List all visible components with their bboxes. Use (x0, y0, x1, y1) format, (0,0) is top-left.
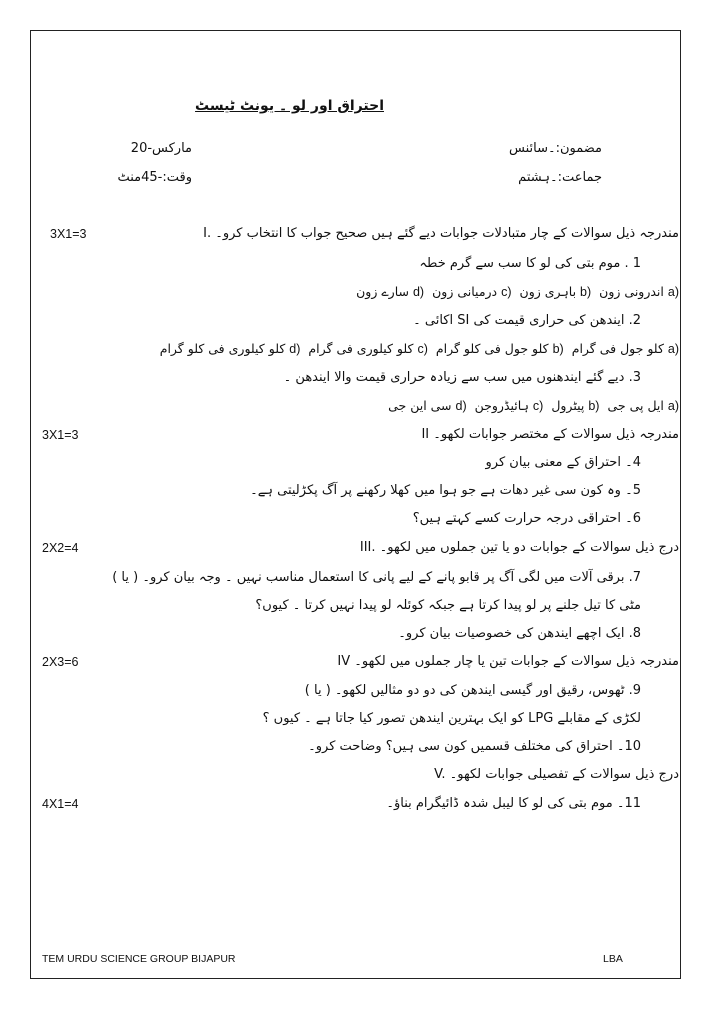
class-label: جماعت:۔ہشتم (518, 170, 602, 185)
question: 5۔ وہ کون سی غیر دھات ہے جو ہوا میں کھلا رکھنے پر آگ پکڑلیتی ہے۔ (250, 483, 641, 498)
section-marks: 3X1=3 (42, 428, 79, 442)
question: 7. برقی آلات میں لگی آگ پر قابو پانے کے لیے پانی کا استعمال مناسب نہیں ۔ وجہ بیان کرو۔ ( یا ) (112, 570, 641, 585)
subject-label: مضمون:۔سائنس (509, 141, 602, 156)
option: d) کلو کیلوری فی کلو گرام (159, 341, 301, 356)
option: a) اندرونی زون (599, 284, 679, 299)
options-row (160, 341, 679, 357)
page-title: احتراق اور لو ۔ یونٹ ٹیسٹ (195, 98, 384, 114)
option: b) کلو جول فی کلو گرام (435, 341, 564, 356)
section-marks: 2X2=4 (42, 541, 79, 555)
options-row (388, 398, 679, 414)
marks-label: مارکس-20 (130, 141, 192, 156)
footer-group-name: TEM URDU SCIENCE GROUP BIJAPUR (42, 953, 236, 965)
section-heading: I. مندرجہ ذیل سوالات کے چار متبادلات جوابات دیے گئے ہیں صحیح جواب کا انتخاب کرو۔ (203, 226, 679, 241)
section-marks: 4X1=4 (42, 797, 79, 811)
option: d) سارے زون (356, 284, 425, 299)
question: 2. ایندھن کی حراری قیمت کی SI اکائی ۔ (413, 313, 641, 328)
section-heading: II مندرجہ ذیل سوالات کے مختصر جوابات لکھو۔ (421, 427, 679, 442)
question: 4۔ احتراق کے معنی بیان کرو (485, 455, 641, 470)
section-marks: 3X1=3 (50, 227, 87, 241)
option: a) ایل پی جی (607, 398, 679, 413)
option: d) سی این جی (388, 398, 467, 413)
option: b) پیٹرول (551, 398, 600, 413)
question: 9. ٹھوس، رقیق اور گیسی ایندھن کی دو دو مثالیں لکھو۔ ( یا ) (304, 683, 641, 698)
section-heading: V. درج ذیل سوالات کے تفصیلی جوابات لکھو۔ (434, 767, 679, 782)
question: 1 . موم بتی کی لو کا سب سے گرم خطہ (419, 256, 641, 271)
option: c) ہائیڈروجن (474, 398, 544, 413)
section-marks: 2X3=6 (42, 655, 79, 669)
section-heading: III. درج ذیل سوالات کے جوابات دو یا تین جملوں میں لکھو۔ (359, 540, 679, 555)
footer-author: LBA (603, 953, 623, 965)
option: c) درمیانی زون (432, 284, 512, 299)
section-heading: IV مندرجہ ذیل سوالات کے جوابات تین یا چار جملوں میں لکھو۔ (337, 654, 679, 669)
option: c) کلو کیلوری فی گرام (308, 341, 428, 356)
options-row (356, 284, 679, 300)
question: 3. دیے گئے ایندھنوں میں سب سے زیادہ حراری قیمت والا ایندھن ۔ (283, 370, 641, 385)
question: 6۔ احتراقی درجہ حرارت کسے کہتے ہیں؟ (412, 511, 641, 526)
question: 8. ایک اچھے ایندھن کی خصوصیات بیان کرو۔ (398, 626, 641, 641)
option: b) باہری زون (519, 284, 592, 299)
time-label: وقت:-45منٹ (117, 170, 192, 185)
question: 11۔ موم بتی کی لو کا لیبل شدہ ڈائیگرام بناؤ۔ (386, 796, 641, 811)
option: a) کلو جول فی گرام (571, 341, 679, 356)
question: مٹی کا تیل جلنے پر لو پیدا کرتا ہے جبکہ کوئلہ لو پیدا نہیں کرتا ۔ کیوں؟ (255, 598, 641, 613)
question: لکڑی کے مقابلے LPG کو ایک بہترین ایندھن تصور کیا جاتا ہے ۔ کیوں ؟ (262, 711, 641, 726)
question: 10۔ احتراق کی مختلف قسمیں کون سی ہیں؟ وضاحت کرو۔ (308, 739, 641, 754)
